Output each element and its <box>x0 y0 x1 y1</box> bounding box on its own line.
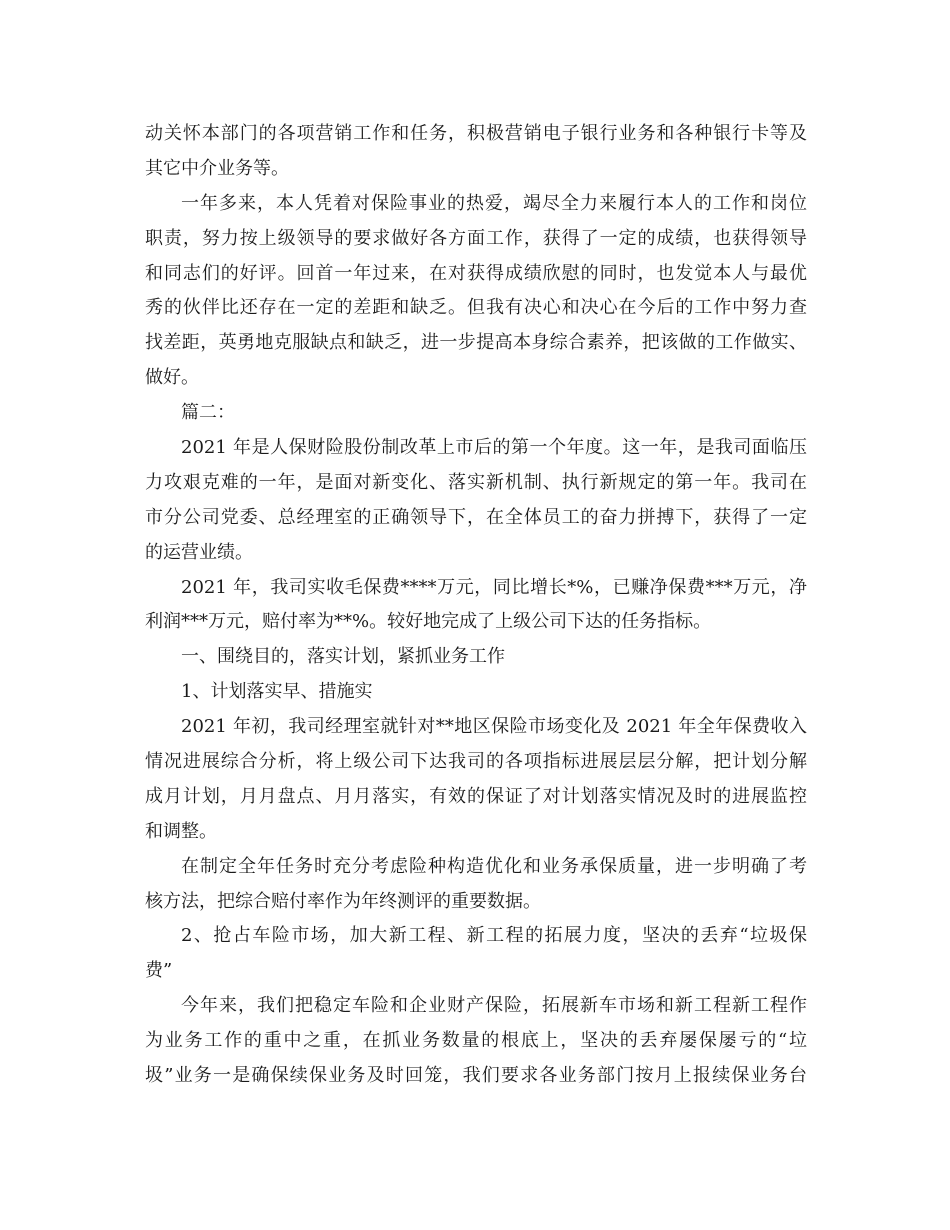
text-line: 一、围绕目的，落实计划，紧抓业务工作 <box>181 646 505 668</box>
text-line: 2、抢占车险市场，加大新工程、新工程的拓展力度，坚决的丢弃“垃圾保 <box>181 925 807 947</box>
text-line: 情况进展综合分析，将上级公司下达我司的各项指标进展层层分解，把计划分解 <box>145 751 807 773</box>
text-line: 职责，努力按上级领导的要求做好各方面工作，获得了一定的成绩，也获得领导 <box>145 227 807 249</box>
text-line: 和调整。 <box>145 820 217 842</box>
text-line: 在制定全年任务时充分考虑险种构造优化和业务承保质量，进一步明确了考 <box>181 855 807 877</box>
text-line: 2021 年是人保财险股份制改革上市后的第一个年度。这一年，是我司面临压 <box>181 437 807 459</box>
text-line: 其它中介业务等。 <box>145 157 289 179</box>
text-line: 一年多来，本人凭着对保险事业的热爱，竭尽全力来履行本人的工作和岗位 <box>181 192 807 214</box>
text-line: 找差距，英勇地克服缺点和缺乏，进一步提高本身综合素养，把该做的工作做实、 <box>145 332 807 354</box>
text-line: 2021 年，我司实收毛保费****万元，同比增长*%，已赚净保费***万元，净 <box>181 576 807 598</box>
text-line: 费” <box>145 960 173 982</box>
text-line: 利润***万元，赔付率为**%。较好地完成了上级公司下达的任务指标。 <box>145 611 712 633</box>
text-line: 2021 年初，我司经理室就针对**地区保险市场变化及 2021 年全年保费收入 <box>181 716 807 738</box>
text-line: 成月计划，月月盘点、月月落实，有效的保证了对计划落实情况及时的进展监控 <box>145 785 807 807</box>
text-line: 力攻艰克难的一年，是面对新变化、落实新机制、执行新规定的第一年。我司在 <box>145 471 807 493</box>
text-line: 动关怀本部门的各项营销工作和任务，积极营销电子银行业务和各种银行卡等及 <box>145 123 807 144</box>
text-line: 1、计划落实早、措施实 <box>181 681 373 703</box>
text-line: 篇二： <box>181 402 235 424</box>
text-line: 市分公司党委、总经理室的正确领导下，在全体员工的奋力拼搏下，获得了一定 <box>145 506 807 528</box>
text-line: 为业务工作的重中之重，在抓业务数量的根底上，坚决的丢弃屡保屡亏的“垃 <box>145 1030 807 1052</box>
text-line: 圾”业务一是确保续保业务及时回笼，我们要求各业务部门按月上报续保业务台 <box>145 1065 807 1087</box>
text-line: 的运营业绩。 <box>145 541 253 563</box>
text-line: 核方法，把综合赔付率作为年终测评的重要数据。 <box>145 890 541 912</box>
text-line: 今年来，我们把稳定车险和企业财产保险，拓展新车市场和新工程新工程作 <box>181 995 807 1017</box>
text-line: 和同志们的好评。回首一年过来，在对获得成绩欣慰的同时，也发觉本人与最优 <box>145 262 807 284</box>
document-body <box>145 117 807 1094</box>
text-line: 秀的伙伴比还存在一定的差距和缺乏。但我有决心和决心在今后的工作中努力查 <box>145 297 807 319</box>
text-line: 做好。 <box>145 367 199 389</box>
